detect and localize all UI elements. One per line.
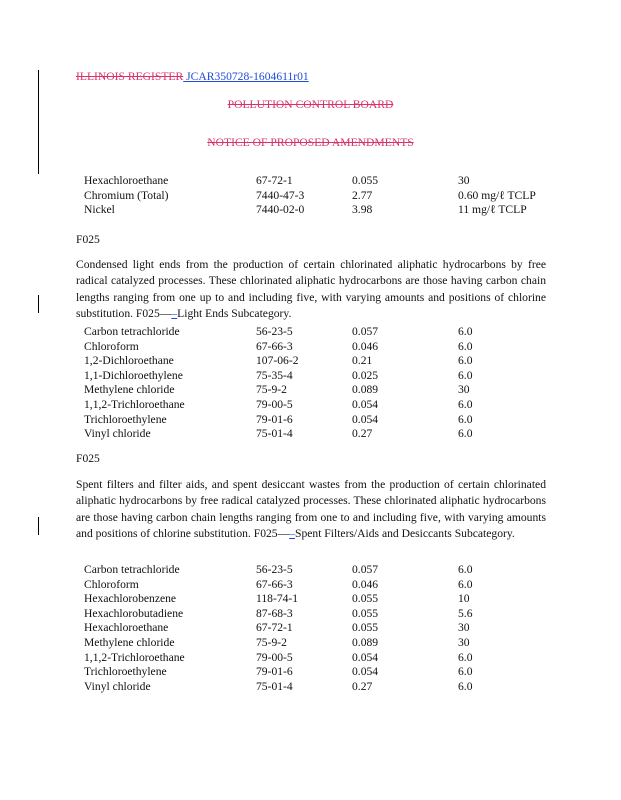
wastewater-limit: 0.055 bbox=[352, 621, 379, 635]
cas-number: 107-06-2 bbox=[256, 354, 299, 368]
wastewater-limit: 0.054 bbox=[352, 412, 379, 426]
cas-number: 75-9-2 bbox=[256, 635, 287, 649]
cas-number: 75-01-4 bbox=[256, 679, 293, 693]
wastewater-limit: 0.055 bbox=[352, 606, 379, 620]
cas-number: 75-9-2 bbox=[256, 383, 287, 397]
wastewater-limit: 0.054 bbox=[352, 397, 379, 411]
cas-number: 56-23-5 bbox=[256, 563, 293, 576]
wastewater-limit: 0.27 bbox=[352, 679, 373, 693]
subcategory-name: Light Ends Subcategory. bbox=[177, 307, 292, 321]
cas-number: 7440-02-0 bbox=[256, 203, 305, 217]
constituent-name: 1,1,2-Trichloroethane bbox=[84, 397, 185, 411]
constituent-name: Nickel bbox=[84, 203, 115, 217]
constituent-name: Hexachloroethane bbox=[84, 621, 169, 635]
nonwastewater-limit: 11 mg/ℓ TCLP bbox=[458, 203, 527, 217]
constituent-name: 1,1-Dichloroethylene bbox=[84, 368, 183, 382]
nonwastewater-limit: 0.60 mg/ℓ TCLP bbox=[458, 188, 536, 202]
cas-number: 87-68-3 bbox=[256, 606, 293, 620]
notice-title: NOTICE OF PROPOSED AMENDMENTS bbox=[207, 136, 414, 149]
constituent-name: Hexachlorobenzene bbox=[84, 592, 177, 606]
section-text: Spent filters and filter aids, and spent desiccant wastes from the production of certain chlorinated aliphatic hydrocarbons by free radical catalyzed processes. These chlorinated aliphatic hydrocarbons are those having carbon chain lengths ranging from one to and including five, with varying amounts and positions of chlorine substitution. F025— bbox=[76, 478, 546, 541]
wastewater-limit: 0.089 bbox=[352, 635, 379, 649]
register-header bbox=[76, 70, 309, 83]
nonwastewater-limit: 10 bbox=[458, 592, 470, 606]
section-description bbox=[76, 477, 546, 543]
inserted-dash: – bbox=[289, 527, 295, 541]
constituent-name: 1,2-Dichloroethane bbox=[84, 354, 174, 368]
nonwastewater-limit: 6.0 bbox=[458, 427, 473, 441]
cas-number: 75-35-4 bbox=[256, 368, 293, 382]
nonwastewater-limit: 30 bbox=[458, 635, 470, 649]
wastewater-limit: 0.055 bbox=[352, 174, 379, 187]
constituent-name: Chromium (Total) bbox=[84, 188, 169, 202]
section-description bbox=[76, 257, 546, 323]
nonwastewater-limit: 6.0 bbox=[458, 665, 473, 679]
register-strike: ILLINOIS REGISTER bbox=[76, 70, 184, 83]
cas-number: 67-66-3 bbox=[256, 339, 293, 353]
constituent-name: Trichloroethylene bbox=[84, 412, 167, 426]
nonwastewater-limit: 6.0 bbox=[458, 339, 473, 353]
cas-number: 118-74-1 bbox=[256, 592, 299, 606]
cas-number: 67-66-3 bbox=[256, 577, 293, 591]
subcategory-name: Spent Filters/Aids and Desiccants Subcategory. bbox=[295, 527, 515, 541]
nonwastewater-limit: 6.0 bbox=[458, 650, 473, 664]
wastewater-limit: 3.98 bbox=[352, 203, 373, 217]
wastewater-limit: 0.025 bbox=[352, 368, 379, 382]
cas-number: 67-72-1 bbox=[256, 174, 293, 187]
change-bar-top bbox=[38, 70, 39, 174]
cas-number: 7440-47-3 bbox=[256, 188, 305, 202]
cas-number: 79-00-5 bbox=[256, 650, 293, 664]
nonwastewater-limit: 30 bbox=[458, 383, 470, 397]
nonwastewater-limit: 6.0 bbox=[458, 577, 473, 591]
cas-number: 67-72-1 bbox=[256, 621, 293, 635]
nonwastewater-limit: 6.0 bbox=[458, 368, 473, 382]
wastewater-limit: 0.046 bbox=[352, 577, 379, 591]
inserted-dash: – bbox=[171, 307, 178, 321]
cas-number: 79-00-5 bbox=[256, 397, 293, 411]
nonwastewater-limit: 5.6 bbox=[458, 606, 473, 620]
nonwastewater-limit: 30 bbox=[458, 174, 470, 187]
section-code: F025 bbox=[76, 452, 100, 465]
section-text: Condensed light ends from the production of certain chlorinated aliphatic hydrocarbons by free radical catalyzed processes. These chlorinated aliphatic hydrocarbons are those having carbon chain lengths ranging from one up to and including five, with varying amounts and positions of chlorine substitution. F025— bbox=[76, 258, 546, 321]
cas-number: 75-01-4 bbox=[256, 427, 293, 441]
cas-number: 56-23-5 bbox=[256, 325, 293, 338]
wastewater-limit: 0.057 bbox=[352, 563, 379, 576]
constituent-name: 1,1,2-Trichloroethane bbox=[84, 650, 185, 664]
constituent-name: Trichloroethylene bbox=[84, 665, 167, 679]
register-id: JCAR350728-1604611r01 bbox=[183, 70, 309, 83]
board-title: POLLUTION CONTROL BOARD bbox=[227, 98, 394, 111]
nonwastewater-limit: 6.0 bbox=[458, 397, 473, 411]
wastewater-limit: 0.27 bbox=[352, 427, 373, 441]
nonwastewater-limit: 30 bbox=[458, 621, 470, 635]
wastewater-limit: 0.089 bbox=[352, 383, 379, 397]
constituent-name: Hexachloroethane bbox=[84, 174, 169, 187]
constituent-name: Vinyl chloride bbox=[84, 427, 151, 441]
wastewater-limit: 0.054 bbox=[352, 665, 379, 679]
wastewater-limit: 0.054 bbox=[352, 650, 379, 664]
nonwastewater-limit: 6.0 bbox=[458, 679, 473, 693]
constituent-name: Carbon tetrachloride bbox=[84, 325, 180, 338]
wastewater-limit: 0.057 bbox=[352, 325, 379, 338]
nonwastewater-limit: 6.0 bbox=[458, 354, 473, 368]
wastewater-limit: 0.046 bbox=[352, 339, 379, 353]
constituent-name: Methylene chloride bbox=[84, 635, 175, 649]
constituent-name: Carbon tetrachloride bbox=[84, 563, 180, 576]
cas-number: 79-01-6 bbox=[256, 412, 293, 426]
wastewater-limit: 0.055 bbox=[352, 592, 379, 606]
wastewater-limit: 2.77 bbox=[352, 188, 373, 202]
constituent-name: Vinyl chloride bbox=[84, 679, 151, 693]
cas-number: 79-01-6 bbox=[256, 665, 293, 679]
nonwastewater-limit: 6.0 bbox=[458, 412, 473, 426]
nonwastewater-limit: 6.0 bbox=[458, 325, 473, 338]
change-bar-section2 bbox=[38, 517, 39, 535]
constituent-name: Methylene chloride bbox=[84, 383, 175, 397]
nonwastewater-limit: 6.0 bbox=[458, 563, 473, 576]
constituent-name: Chloroform bbox=[84, 339, 139, 353]
constituent-name: Hexachlorobutadiene bbox=[84, 606, 184, 620]
change-bar-section1 bbox=[38, 295, 39, 313]
section-code: F025 bbox=[76, 233, 100, 246]
constituent-name: Chloroform bbox=[84, 577, 139, 591]
wastewater-limit: 0.21 bbox=[352, 354, 373, 368]
